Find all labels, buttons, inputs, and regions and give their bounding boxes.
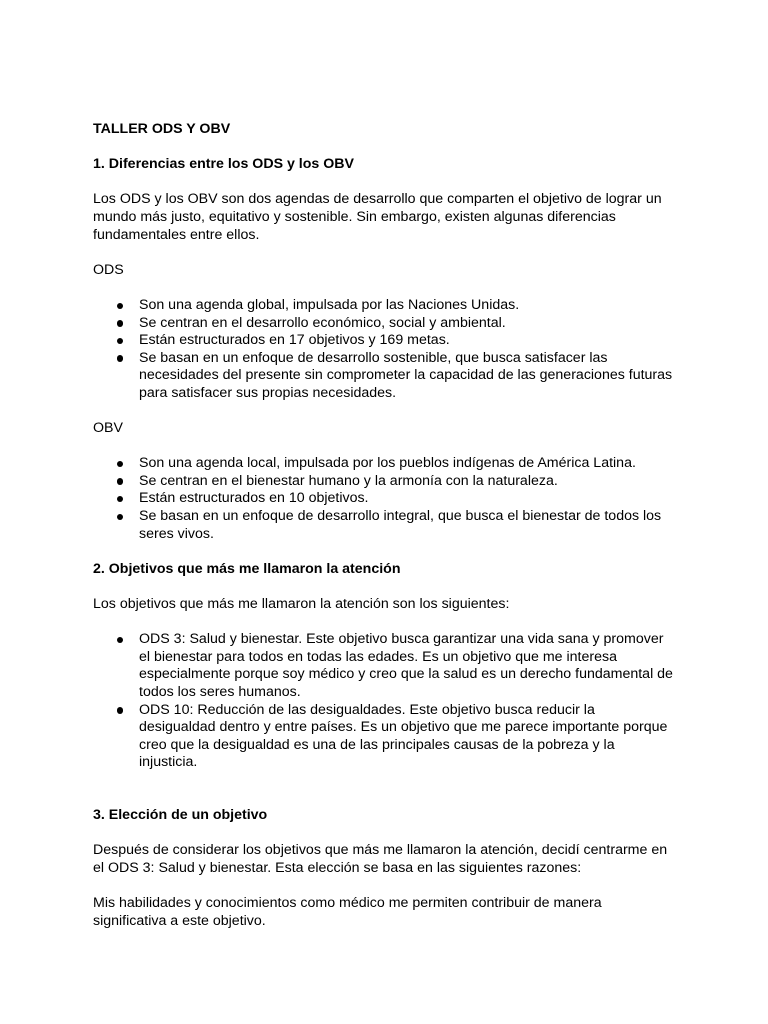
obv-list-item xyxy=(93,455,768,473)
section1-intro-paragraph xyxy=(93,191,768,244)
objectives-list xyxy=(93,631,768,772)
section2-intro: Los objetivos que más me llamaron la atención son los siguientes: xyxy=(93,596,510,613)
paragraph-line: significativa a este objetivo. xyxy=(93,912,266,929)
bullet-marker xyxy=(117,320,123,326)
list-item-line: para satisfacer sus propias necesidades. xyxy=(139,384,397,401)
objectives-list-item xyxy=(93,702,768,772)
ods-list-item xyxy=(93,350,768,403)
objectives-list-item xyxy=(93,631,768,701)
document-title: TALLER ODS Y OBV xyxy=(93,121,231,137)
section3-paragraph-2 xyxy=(93,895,768,930)
list-item-line: Se basan en un enfoque de desarrollo sostenible, que busca satisfacer las xyxy=(139,349,608,366)
list-item-line: ODS 10: Reducción de las desigualdades. Este objetivo busca reducir la xyxy=(139,701,595,718)
spacer xyxy=(93,438,768,456)
paragraph-line: Después de considerar los objetivos que más me llamaron la atención, decidí centrarme en xyxy=(93,842,668,859)
bullet-marker xyxy=(117,496,123,502)
section3-paragraph-1 xyxy=(93,842,768,877)
paragraph-line: fundamentales entre ellos. xyxy=(93,226,260,243)
section1-heading: 1. Diferencias entre los ODS y los OBV xyxy=(93,156,354,173)
spacer xyxy=(93,614,768,632)
ods-list-item xyxy=(93,315,768,333)
paragraph-line: Los ODS y los OBV son dos agendas de desarrollo que comparten el objetivo de lograr un xyxy=(93,191,662,208)
bullet-marker xyxy=(117,514,123,520)
bullet-marker xyxy=(117,303,123,309)
obv-list-item xyxy=(93,473,768,491)
list-item-line: el bienestar para todos en todas las edades. Es un objetivo que me interesa xyxy=(139,648,617,665)
paragraph-line: el ODS 3: Salud y bienestar. Esta elección se basa en las siguientes razones: xyxy=(93,859,582,876)
list-item-line: desigualdad dentro y entre países. Es un objetivo que me parece importante porque xyxy=(139,719,668,736)
bullet-marker xyxy=(117,478,123,484)
spacer xyxy=(93,244,768,262)
paragraph-line: mundo más justo, equitativo y sostenible. Sin embargo, existen algunas diferencias xyxy=(93,208,616,225)
list-item-line: especialmente porque soy médico y creo que la salud es un derecho fundamental de xyxy=(139,666,673,683)
spacer xyxy=(93,139,768,157)
obv-list xyxy=(93,455,768,543)
spacer xyxy=(93,403,768,421)
list-item-line: creo que la desigualdad es una de las principales causas de la pobreza y la xyxy=(139,736,615,753)
obv-list-item xyxy=(93,490,768,508)
list-item-line: injusticia. xyxy=(139,754,198,771)
spacer xyxy=(93,174,768,192)
bullet-marker xyxy=(117,355,123,361)
obv-label: OBV xyxy=(93,420,123,437)
list-item-line: todos los seres humanos. xyxy=(139,684,301,700)
list-item-line: Son una agenda global, impulsada por las Naciones Unidas. xyxy=(139,296,520,313)
bullet-marker xyxy=(117,637,123,643)
ods-list-item xyxy=(93,297,768,315)
list-item-line: Están estructurados en 10 objetivos. xyxy=(139,490,369,507)
ods-list xyxy=(93,297,768,403)
list-item-line: seres vivos. xyxy=(139,525,214,542)
ods-list-item xyxy=(93,332,768,350)
bullet-marker xyxy=(117,461,123,467)
paragraph-line: Mis habilidades y conocimientos como médico me permiten contribuir de manera xyxy=(93,895,602,912)
spacer xyxy=(93,279,768,297)
bullet-marker xyxy=(117,707,123,713)
list-item-line: Se centran en el desarrollo económico, social y ambiental. xyxy=(139,314,506,331)
list-item-line: Son una agenda local, impulsada por los pueblos indígenas de América Latina. xyxy=(139,455,636,472)
ods-label: ODS xyxy=(93,261,124,278)
spacer xyxy=(93,543,768,561)
bullet-marker xyxy=(117,338,123,344)
list-item-line: ODS 3: Salud y bienestar. Este objetivo busca garantizar una vida sana y promover xyxy=(139,631,664,648)
list-item-line: necesidades del presente sin comprometer la capacidad de las generaciones futuras xyxy=(139,367,673,384)
list-item-line: Se basan en un enfoque de desarrollo integral, que busca el bienestar de todos los xyxy=(139,508,662,525)
spacer xyxy=(93,825,768,843)
spacer xyxy=(93,578,768,596)
list-item-line: Están estructurados en 17 objetivos y 169 metas. xyxy=(139,332,450,349)
section3-heading: 3. Elección de un objetivo xyxy=(93,807,268,824)
section2-heading: 2. Objetivos que más me llamaron la atención xyxy=(93,560,401,577)
list-item-line: Se centran en el bienestar humano y la armonía con la naturaleza. xyxy=(139,472,558,489)
spacer xyxy=(93,772,768,807)
spacer xyxy=(93,878,768,896)
obv-list-item xyxy=(93,508,768,543)
